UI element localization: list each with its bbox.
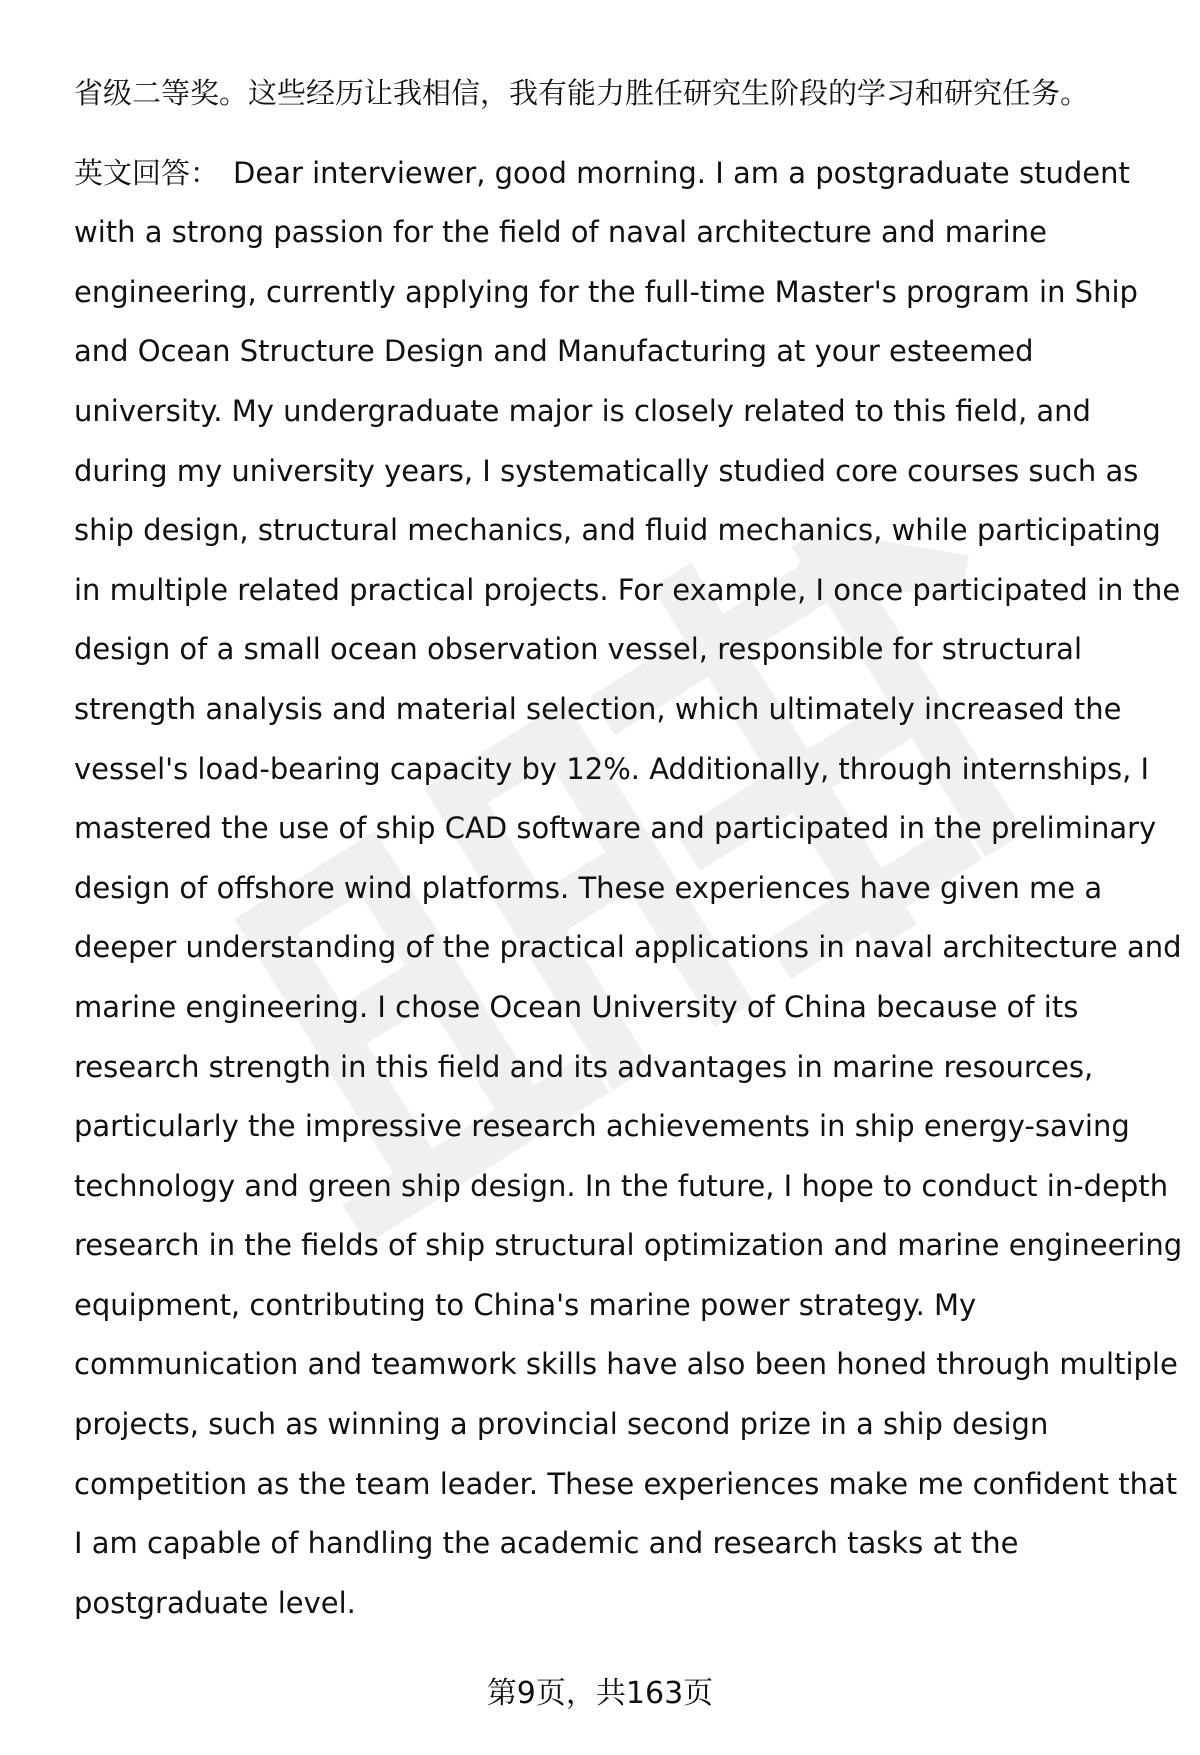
answer-text: Dear interviewer, good morning. I am a postgraduate student (233, 155, 1130, 190)
answer-line: strength analysis and material selection, which ultimately increased the (74, 691, 1122, 726)
answer-line: vessel's load-bearing capacity by 12%. Additionally, through internships, I (74, 751, 1150, 786)
answer-line: technology and green ship design. In the future, I hope to conduct in-depth (74, 1168, 1169, 1203)
answer-line: with a strong passion for the field of naval architecture and marine (74, 215, 1047, 250)
answer-line: deeper understanding of the practical applications in naval architecture and (74, 930, 1182, 965)
answer-line: design of a small ocean observation vessel, responsible for structural (74, 632, 1083, 667)
answer-label: 英文回答： (74, 155, 220, 190)
answer-line: particularly the impressive research achievements in ship energy-saving (74, 1109, 1130, 1144)
answer-line: and Ocean Structure Design and Manufacturing at your esteemed (74, 334, 1034, 369)
page-number: 第9页，共163页 (486, 1676, 714, 1711)
main-text (74, 64, 1183, 1633)
answer-line: equipment, contributing to China's marine power strategy. My (74, 1287, 977, 1322)
answer-line (74, 144, 1169, 204)
answer-line: research strength in this field and its advantages in marine resources, (74, 1049, 1094, 1084)
answer-line: communication and teamwork skills have also been honed through multiple (74, 1347, 1178, 1382)
answer-line: I am capable of handling the academic and research tasks at the (74, 1526, 1019, 1561)
answer-line: postgraduate level. (74, 1585, 356, 1620)
answer-line: ship design, structural mechanics, and fluid mechanics, while participating (74, 513, 1161, 548)
answer-line: marine engineering. I chose Ocean University of China because of its (74, 989, 1079, 1024)
answer-line: during my university years, I systematically studied core courses such as (74, 453, 1139, 488)
answer-line: competition as the team leader. These experiences make me confident that (74, 1466, 1178, 1501)
answer-line: research in the fields of ship structural optimization and marine engineering (74, 1228, 1183, 1263)
answer-line: mastered the use of ship CAD software and participated in the preliminary (74, 811, 1157, 846)
answer-line: projects, such as winning a provincial second prize in a ship design (74, 1407, 1049, 1442)
answer-line: in multiple related practical projects. For example, I once participated in the (74, 572, 1181, 607)
answer-line: engineering, currently applying for the full-time Master's program in Ship (74, 274, 1138, 309)
answer-line: university. My undergraduate major is closely related to this field, and (74, 393, 1091, 428)
answer-line: design of offshore wind platforms. These experiences have given me a (74, 870, 1103, 905)
paragraph-gap (74, 124, 1169, 144)
chinese-text-line: 省级二等奖。这些经历让我相信，我有能力胜任研究生阶段的学习和研究任务。 (74, 76, 1090, 110)
